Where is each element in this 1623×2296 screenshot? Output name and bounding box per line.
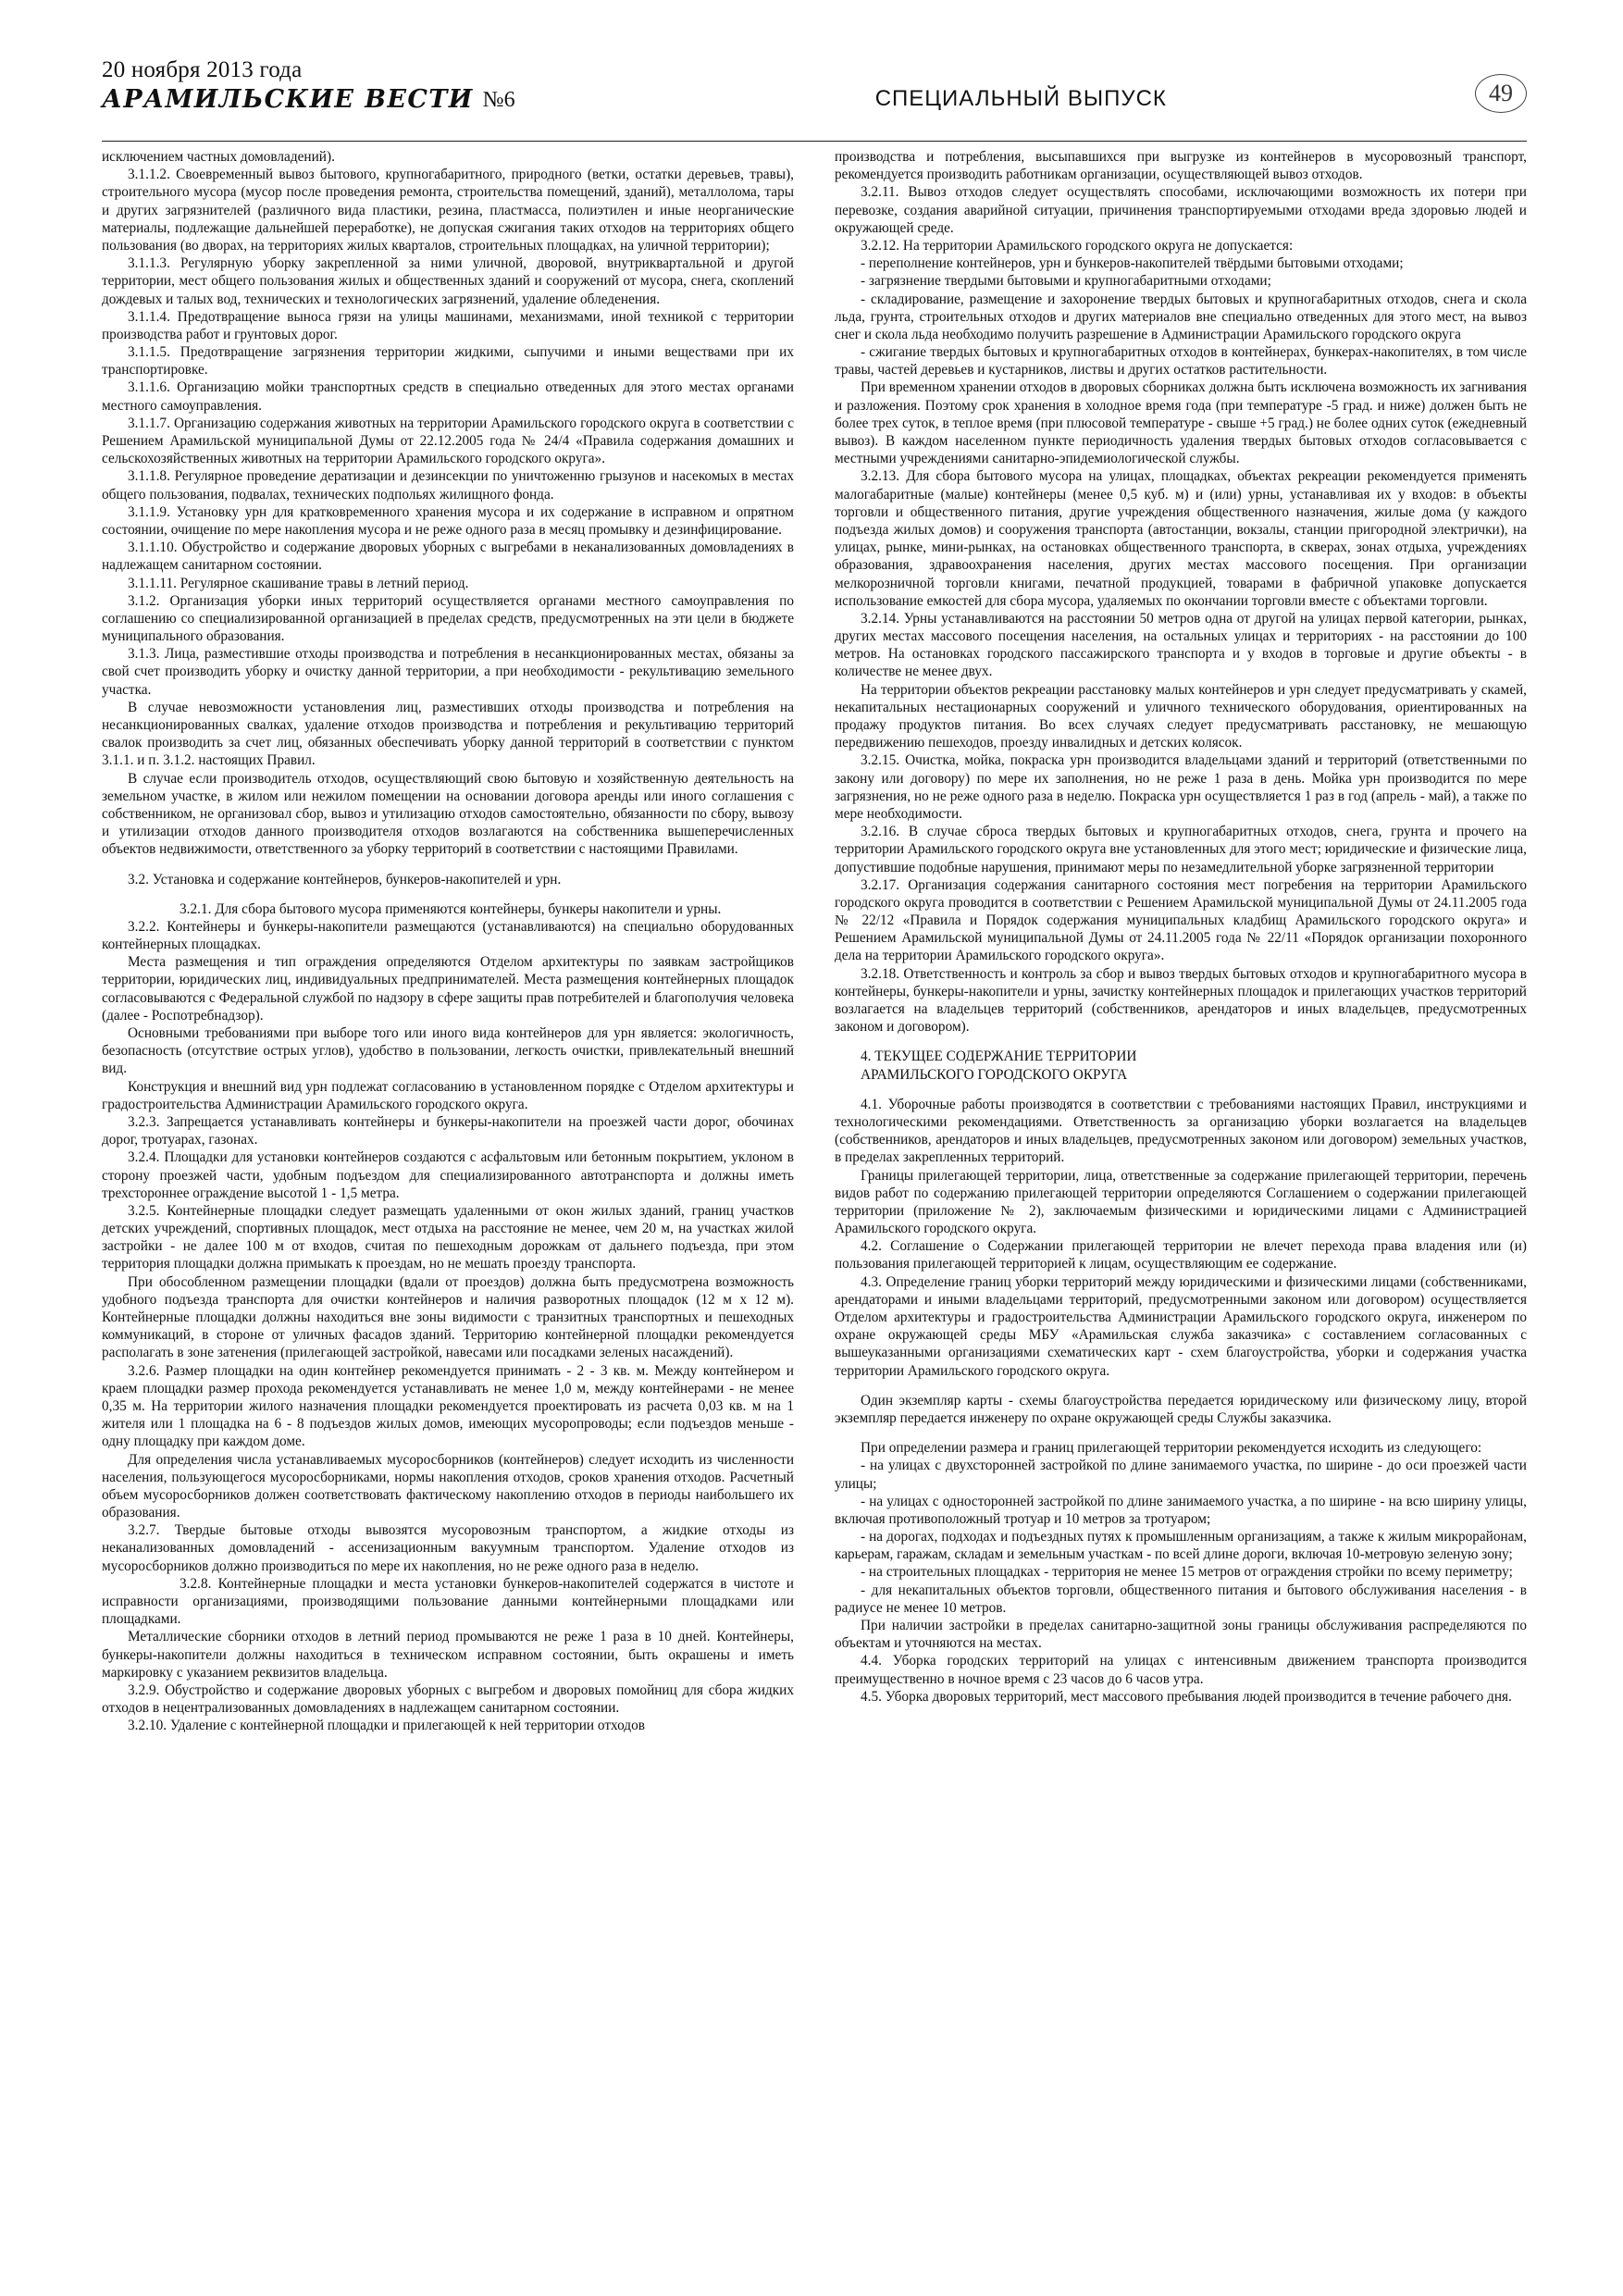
paragraph: исключением частных домовладений). — [102, 149, 335, 165]
left-column — [102, 148, 794, 1735]
paragraph: 3.1.1.7. Организацию содержания животных на территории Арамильского городского округа в соответствии с Решением Арамильской муниципальной Думы от 22.12.2005 года № 24/4 «Правила содержания домашних и сельскохозяйственных животных на территории Арамильского городского округа». — [102, 415, 794, 467]
paragraph: 3.2.3. Запрещается устанавливать контейнеры и бункеры-накопители на проезжей части дорог, обочинах дорог, тротуарах, газонах. — [102, 1113, 794, 1148]
paragraph: 4.1. Уборочные работы производятся в соответствии с требованиями настоящих Правил, инструкциями и технологическими рекомендациями. Ответственность за организацию уборки возлагается на владельцев (собственников, арендаторов и иных владельцев, предусмотренных законом или договором) земельных участков, в пределах закрепленных территорий. — [835, 1096, 1527, 1166]
paragraph: 3.2.9. Обустройство и содержание дворовых уборных с выгребом и дворовых помойниц для сбора жидких отходов в нецентрализованных домовладениях в надлежащем санитарном состоянии. — [102, 1682, 794, 1717]
paragraph: 3.2.14. Урны устанавливаются на расстоянии 50 метров одна от другой на улицах первой категории, рынках, других местах массового посещения населения, на остальных улицах и территориях - на расстоянии до 100 метров. На остановках городского пассажирского транспорта и у входов в торговые и другие объекты - в количестве не менее двух. — [835, 610, 1527, 680]
paragraph: - на строительных площадках - территория не менее 15 метров от ограждения стройки по всему периметру; — [861, 1564, 1513, 1581]
paragraph: 3.2.2. Контейнеры и бункеры-накопители размещаются (устанавливаются) на специально оборудованных контейнерных площадках. — [102, 918, 794, 953]
paragraph: 4.3. Определение границ уборки территорий между юридическими и физическими лицами (собственниками, арендаторами и иными владельцами территорий, предусмотренными законом или договором) осуществляется Отделом архитектуры и градостроительства Администрации Арамильского городского округа, инженером по охране окружающей среды МБУ «Арамильская служба заказчика» с составлением согласованных с вышеуказанными организациями схематических карт - схем благоустройства, уборки и содержания участка территории Арамильского городского округа. — [835, 1273, 1527, 1379]
paragraph: 3.2.6. Размер площадки на один контейнер рекомендуется принимать - 2 - 3 кв. м. Между контейнером и краем площадки размер прохода рекомендуется устанавливать не менее 1,0 м, между контейнерами - не менее 0,35 м. На территории жилого назначения площадки рекомендуется проектировать из расчета 0,03 кв. м на 1 жителя или 1 площадка на 6 - 8 подъездов жилых домов, имеющих мусоропроводы; если подъездов меньше - одну площадку при каждом доме. — [102, 1362, 794, 1450]
paragraph: При обособленном размещении площадки (вдали от проездов) должна быть предусмотрена возможность удобного подъезда транспорта для очистки контейнеров и наличия разворотных площадок (12 м х 12 м). Контейнерные площадки должны находиться вне зоны видимости с транзитных транспортных и пешеходных коммуникаций, в стороне от уличных фасадов зданий. Территорию контейнерной площадки рекомендуется располагать в зоне затенения (прилегающей застройкой, навесами или посадками зеленых насаждений). — [102, 1273, 794, 1361]
edition-title: СПЕЦИАЛЬНЫЙ ВЫПУСК — [874, 86, 1167, 111]
masthead-row — [102, 85, 1527, 114]
paragraph: Для определения числа устанавливаемых мусоросборников (контейнеров) следует исходить из численности населения, пользующегося мусоросборниками, нормы накопления отходов, сроков хранения отходов. Расчетный объем мусоросборников должен соответствовать фактическому накоплению отходов в периоды наибольшего их образования. — [102, 1451, 794, 1521]
paragraph: 3.1.1.4. Предотвращение выноса грязи на улицы машинами, механизмами, иной техникой с территории производства работ и грунтовых дорог. — [102, 308, 794, 342]
paragraph: В случае невозможности установления лиц, разместивших отходы производства и потребления на несанкционированных свалках, удаление отходов производства и потребления и рекультивацию территорий свалок производить за счет лиц, обязанных обеспечивать уборку данной территорий в соответствии с пунктом 3.1.1. и п. 3.1.2. настоящих Правил. — [102, 699, 794, 769]
paragraph: 3.1.1.5. Предотвращение загрязнения территории жидкими, сыпучими и иными веществами при их транспортировке. — [102, 344, 794, 379]
paragraph: - загрязнение твердыми бытовыми и крупногабаритными отходами; — [861, 273, 1271, 290]
paragraph: 3.1.1.9. Установку урн для кратковременного хранения мусора и их содержание в исправном и опрятном состоянии, очищение по мере накопления мусора и не реже одного раза в месяц промывку и дезинфицирование. — [102, 503, 794, 538]
paragraph: 3.1.1.2. Своевременный вывоз бытового, крупногабаритного, природного (ветки, остатки деревьев, травы), строительного мусора (мусор после проведения ремонта, строительства помещений, зданий), металлолома, тары и других загрязнителей (различного вида пластики, резина, пластмасса, полиэтилен и иные неорганические материалы, подлежащие дальнейшей переработке), не допуская сжигания таких отходов на территориях общего пользования (во дворах, на территориях жилых кварталов, строительных площадках, на уличной территории); — [102, 167, 794, 254]
paragraph: 3.2.8. Контейнерные площадки и места установки бункеров-накопителей содержатся в чистоте и исправности организациями, производящими пользование данными контейнерными площадками или площадками. — [102, 1575, 794, 1628]
paragraph: 3.1.1.10. Обустройство и содержание дворовых уборных с выгребами в неканализованных домовладениях в надлежащем санитарном состоянии. — [102, 540, 794, 574]
paragraph: При определении размера и границ прилегающей территории рекомендуется исходить из следующего: — [861, 1440, 1482, 1457]
issue-number: №6 — [482, 88, 515, 112]
paragraph: - складирование, размещение и захоронение твердых бытовых и крупногабаритных отходов, снега и скола льда, грунта, строительных отходов и других материалов вне специально отведенных для этого мест, на вывоз снег и скола льда необходимо получить разрешение в Администрации Арамильского городского округа — [835, 291, 1527, 342]
paragraph: АРАМИЛЬСКОГО ГОРОДСКОГО ОКРУГА — [861, 1066, 1128, 1083]
paragraph: 3.1.1.11. Регулярное скашивание травы в летний период. — [128, 575, 469, 591]
paragraph: 3.1.1.6. Организацию мойки транспортных средств в специально отведенных для этого местах органами местного самоуправления. — [102, 379, 794, 414]
paragraph: 3.1.1.8. Регулярное проведение дератизации и дезинсекции по уничтоженню грызунов и насекомых в местах общего пользования, подвалах, технических подпольях жилищного фонда. — [102, 468, 794, 503]
paragraph: 4. ТЕКУЩЕЕ СОДЕРЖАНИЕ ТЕРРИТОРИИ — [861, 1049, 1137, 1065]
masthead-divider — [102, 141, 1527, 142]
paragraph: 3.2.1. Для сбора бытового мусора применяются контейнеры, бункеры накопители и урны. — [180, 900, 722, 917]
paragraph: 3.2.4. Площадки для установки контейнеров создаются с асфальтовым или бетонным покрытием, уклоном в сторону проезжей части, удобным подъездом для специализированного автотранспорта и должны иметь трехстороннее ограждение высотой 1 - 1,5 метра. — [102, 1149, 794, 1201]
paragraph: Конструкция и внешний вид урн подлежат согласованию в установленном порядке с Отделом архитектуры и градостроительства Администрации Арамильского городского округа. — [102, 1078, 794, 1112]
publication-date: 20 ноября 2013 года — [102, 57, 303, 82]
paragraph: - на улицах с односторонней застройкой по длине занимаемого участка, а по ширине - на всю ширину улицы, включая противоположный тротуар и 10 метров за тротуаром; — [835, 1493, 1527, 1527]
paragraph: При временном хранении отходов в дворовых сборниках должна быть исключена возможность их загнивания и разложения. Поэтому срок хранения в холодное время года (при температуре -5 град. и ниже) должен быть не более трех суток, в теплое время (при плюсовой температуре - свыше +5 град.) не более одних суток (ежедневный вывоз). В каждом населенном пункте периодичность удаления твердых бытовых отходов согласовывается с местными учреждениями санитарно-эпидемиологической службы. — [835, 379, 1527, 467]
paragraph: В случае если производитель отходов, осуществляющий свою бытовую и хозяйственную деятельность на земельном участке, в жилом или нежилом помещении на основании договора аренды или иного соглашения с собственником, не организовал сбор, вывоз и утилизацию отходов самостоятельно, обязанности по сбору, вывозу и утилизации отходов данного производителя отходов возлагаются на собственника вышеперечисленных объектов недвижимости, ответственного за уборку территорий в соответствии с настоящими Правилами. — [102, 770, 794, 858]
paragraph: 4.5. Уборка дворовых территорий, мест массового пребывания людей производится в течение рабочего дня. — [861, 1688, 1512, 1705]
paragraph: Границы прилегающей территории, лица, ответственные за содержание прилегающей территории, перечень видов работ по содержанию прилегающей территории определяются Соглашением о содержании прилегающей территории (приложение № 2), заключаемым физическими и юридическими лицами с Администрацией Арамильского городского округа. — [835, 1167, 1527, 1237]
page-number: 49 — [1475, 74, 1527, 113]
paragraph: 3.2.10. Удаление с контейнерной площадки и прилегающей к ней территории отходов — [128, 1718, 645, 1734]
paragraph: - сжигание твердых бытовых и крупногабаритных отходов в контейнерах, бункерах-накопителях, в том числе травы, частей деревьев и кустарников, листвы и других остатков растительности. — [835, 344, 1527, 379]
paragraph: Один экземпляр карты - схемы благоустройства передается юридическому или физическому лицу, второй экземпляр передается инженеру по охране окружающей среды Службы заказчика. — [835, 1392, 1527, 1426]
paragraph: 3.2.16. В случае сброса твердых бытовых и крупногабаритных отходов, снега, грунта и прочего на территории Арамильского городского округа вне установленных для этого мест; юридические и физические лица, допустившие подобные нарушения, принимают меры по незамедлительной уборке загрязненной территории — [835, 824, 1527, 875]
paragraph: Места размещения и тип ограждения определяются Отделом архитектуры по заявкам застройщиков территории, юридических лиц, индивидуальных предпринимателей. Места размещения контейнерных площадок согласовываются с Федеральной службой по надзору в сфере защиты прав потребителей и благополучия человека (далее - Роспотребнадзор). — [102, 954, 794, 1024]
paragraph: - для некапитальных объектов торговли, общественного питания и бытового обслуживания населения - в радиусе не менее 10 метров. — [835, 1582, 1527, 1616]
paragraph: 3.2.17. Организация содержания санитарного состояния мест погребения на территории Арамильского городского округа проводится в соответствии с Решением Арамильской муниципальной Думы от 24.11.2005 года № 22/12 «Правила и Порядок содержания муниципальных кладбищ Арамильского городского округа» и Решением Арамильской муниципальной Думы от 24.11.2005 года № 22/11 «Порядок организации похоронного дела на территории Арамильского городского округа». — [835, 876, 1527, 964]
paragraph: 4.2. Соглашение о Содержании прилегающей территории не влечет перехода права владения или (и) пользования прилегающей территорией к лицам, осуществляющим ее содержание. — [835, 1238, 1527, 1272]
paragraph: 3.1.1.3. Регулярную уборку закрепленной за ними уличной, дворовой, внутриквартальной и другой территории, мест общего пользования жилых и общественных зданий и сооружений от мусора, снега, скоплений дождевых и талых вод, технических и технологических загрязнений, удаление обледенения. — [102, 255, 794, 307]
paragraph: 3.2.13. Для сбора бытового мусора на улицах, площадках, объектах рекреации рекомендуется применять малогабаритные (малые) контейнеры (менее 0,5 куб. м) и (или) урны, устанавливая их у входов: в объекты торговли и общественного питания, другие учреждения общественного назначения, жилые дома (у каждого подъезда жилых домов) и сооружения транспорта (автостанции, вокзалы, станции пригородной электрички), на улицах, рынке, мини-рынках, на остановках общественного транспорта, в скверах, зонах отдыха, учреждениях образования, здравоохранения населения, других местах массового посещения. При организации мелкорозничной торговли книгами, печатной продукцией, товарами в фабричной упаковке допускается использование емкостей для сбора мусора, удаляемых по окончании торговли вместе с объектами торговли. — [835, 468, 1527, 609]
paragraph: 3.1.2. Организация уборки иных территорий осуществляется органами местного самоуправления по соглашению со специализированной организацией в пределах средств, предусмотренных на эти цели в бюджете муниципального образования. — [102, 592, 794, 645]
paragraph: 3.2.15. Очистка, мойка, покраска урн производится владельцами зданий и территорий (ответственными по закону или договору) по мере их заполнения, но не реже 1 раза в день. Мойка урн производится по мере загрязнения, но не реже одного раза в неделю. Покраска урн осуществляется 1 раз в год (апрель - май), а также по мере необходимости. — [835, 752, 1527, 822]
paragraph: - на улицах с двухсторонней застройкой по длине занимаемого участка, по ширине - до оси проезжей части улицы; — [835, 1458, 1527, 1492]
right-column — [835, 148, 1527, 1735]
article-columns — [102, 148, 1527, 1735]
paragraph: 4.4. Уборка городских территорий на улицах с интенсивным движением транспорта производится преимущественно в ночное время с 23 часов до 6 часов утра. — [835, 1653, 1527, 1687]
paragraph: 3.2.5. Контейнерные площадки следует размещать удаленными от окон жилых зданий, границ участков детских учреждений, спортивных площадок, мест отдыха на расстояние не менее, чем 20 м, на участках жилой застройки - не далее 100 м от входов, считая по пешеходным дорожкам от дальнего подъезда, при этом территория площадки должна примыкать к проездам, но не мешать проезду транспорта. — [102, 1202, 794, 1272]
paragraph: 3.2. Установка и содержание контейнеров, бункеров-накопителей и урн. — [128, 871, 562, 887]
paragraph: Основными требованиями при выборе того или иного вида контейнеров для урн является: экологичность, безопасность (отсутствие острых углов), удобство в пользовании, легкость очистки, привлекательный внешний вид. — [102, 1025, 794, 1077]
paragraph: 3.2.12. На территории Арамильского городского округа не допускается: — [861, 237, 1294, 254]
paragraph: 3.2.7. Твердые бытовые отходы вывозятся мусоровозным транспортом, а жидкие отходы из неканализованных домовладений - ассенизационным вакуумным транспортом. Удаление отходов из мусоросборников должно производиться по мере их накопления, но не реже одного раза в неделю. — [102, 1522, 794, 1574]
masthead — [102, 57, 1527, 137]
paragraph: При наличии застройки в пределах санитарно-защитной зоны границы обслуживания распределяются по объектам и уточняются на местах. — [835, 1618, 1527, 1652]
paragraph: производства и потребления, высыпавшихся при выгрузке из контейнеров в мусоровозный транспорт, рекомендуется производить работникам организации, осуществляющей вывоз отходов. — [835, 149, 1527, 183]
newspaper-title: АРАМИЛЬСКИЕ ВЕСТИ — [102, 85, 474, 114]
paragraph: 3.1.3. Лица, разместившие отходы производства и потребления в несанкционированных местах, обязаны за свой счет производить уборку и очистку данной территории, а при необходимости - рекультивацию земельного участка. — [102, 646, 794, 698]
paragraph: На территории объектов рекреации расстановку малых контейнеров и урн следует предусматривать у скамей, некапитальных нестационарных сооружений и уличного технического оборудования, ориентированных на продажу продуктов питания. Во всех случаях следует предусматривать расстановку, не мешающую передвижению пешеходов, проезду инвалидных и детских колясок. — [835, 681, 1527, 751]
paragraph: 3.2.18. Ответственность и контроль за сбор и вывоз твердых бытовых отходов и крупногабаритного мусора в контейнеры, бункеры-накопители и урны, зачистку контейнерных площадок и прилегающих участков территорий возлагается на владельцев территорий (собственников, арендаторов и иных владельцев, предусмотренных законом и договором). — [835, 965, 1527, 1036]
paragraph: - на дорогах, подходах и подъездных путях к промышленным организациям, а также к жилым микрорайонам, карьерам, гаражам, складам и земельным участкам - по всей длине дороги, включая 10-метровую зеленую зону; — [835, 1529, 1527, 1563]
paragraph: 3.2.11. Вывоз отходов следует осуществлять способами, исключающими возможность их потери при перевозке, создания аварийной ситуации, причинения транспортируемыми отходами вреда здоровью людей и окружающей среде. — [835, 184, 1527, 236]
paragraph: - переполнение контейнеров, урн и бункеров-накопителей твёрдыми бытовыми отходами; — [861, 255, 1404, 272]
paragraph: Металлические сборники отходов в летний период промываются не реже 1 раза в 10 дней. Контейнеры, бункеры-накопители должны находиться в техническом исправном состоянии, быть окрашены и иметь маркировку с указанием реквизитов владельца. — [102, 1629, 794, 1681]
